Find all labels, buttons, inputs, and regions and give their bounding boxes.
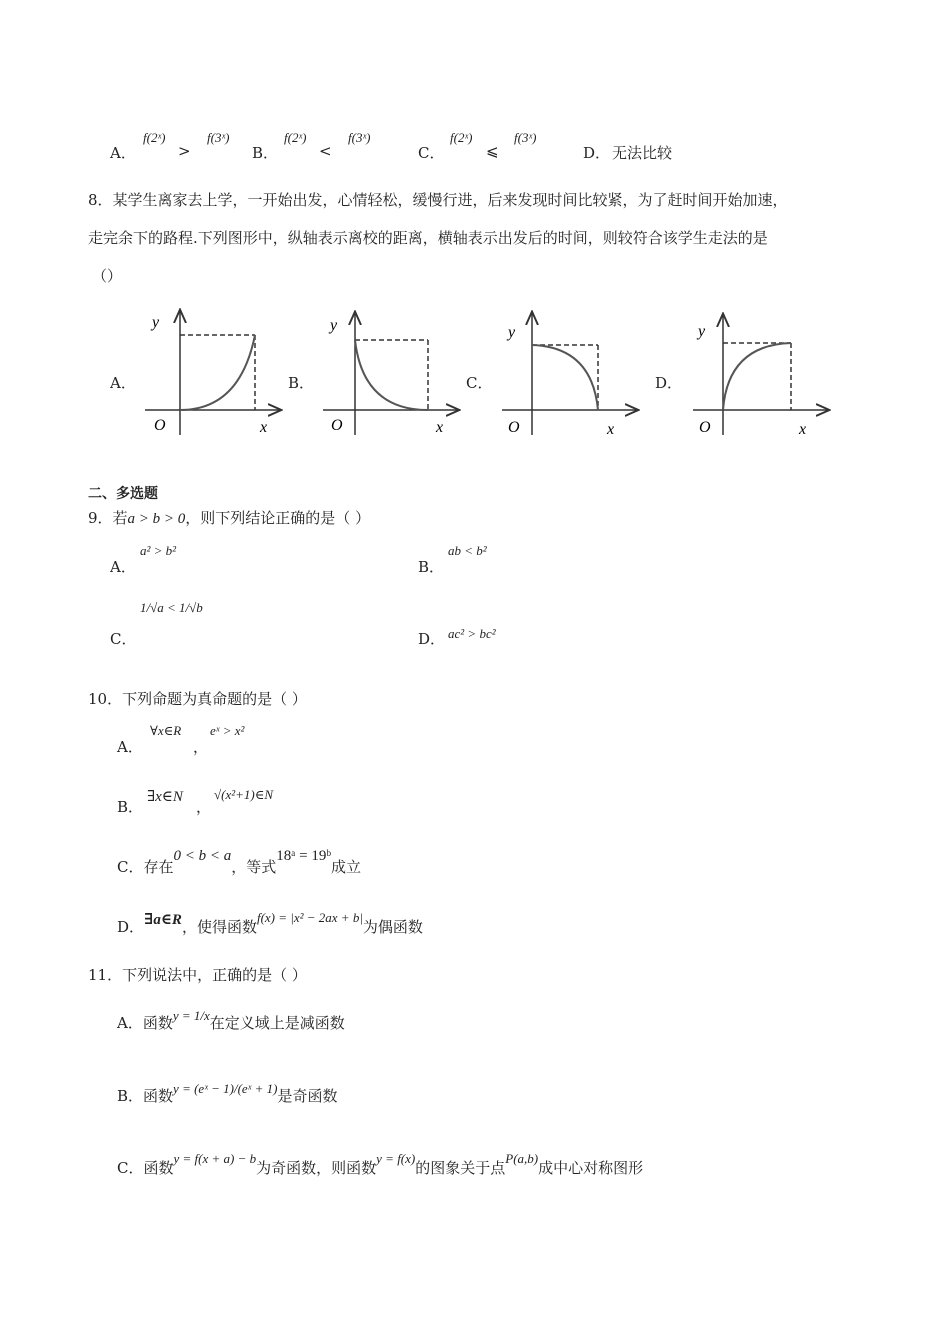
q9-option-c-math: 1/√a < 1/√b — [140, 600, 203, 615]
y-axis-label: y — [698, 323, 706, 340]
q8-graph-d — [688, 305, 838, 440]
q7-option-c-rel: ⩽ — [486, 142, 499, 160]
y-axis-label: y — [508, 324, 516, 341]
q10-option-b-sep: ， — [196, 798, 212, 816]
q7-option-b-label: B． — [252, 144, 279, 162]
q10-option-b-math2: √(x²+1)∈N — [214, 787, 274, 802]
origin-label: O — [154, 417, 166, 434]
x-axis-label: x — [436, 419, 444, 436]
q8-stem-line3: （） — [92, 267, 123, 285]
q11-option-c-text1: 函数 — [143, 1159, 174, 1177]
q10-option-d — [117, 910, 423, 937]
q11-option-c-math3: P(a,b) — [505, 1151, 539, 1166]
q8-graph-a-label: A． — [110, 374, 136, 392]
q7-option-d-text: 无法比较 — [612, 144, 673, 162]
q9-stem-suffix: ，则下列结论正确的是（ ） — [185, 509, 371, 527]
q10-option-c-math1: 0 < b < a — [173, 848, 232, 864]
q10-option-d-label: D． — [117, 918, 145, 936]
q9-option-a-math: a² > b² — [140, 543, 177, 558]
q11-option-c-text4: 成中心对称图形 — [538, 1159, 644, 1177]
q10-option-c-text1: 存在 — [143, 858, 174, 876]
q8-graph-c-label: C． — [466, 374, 493, 392]
origin-label: O — [699, 419, 711, 436]
q7-option-b-right: f(3ˣ) — [348, 130, 371, 145]
q10-option-d-math1: ∃a∈R — [144, 912, 182, 928]
q8-graph-c — [497, 305, 647, 440]
x-axis-label: x — [607, 421, 615, 438]
curve — [180, 335, 255, 410]
q11-option-b-text2: 是奇函数 — [277, 1087, 338, 1105]
q11-stem: 11．下列说法中，正确的是（ ） — [88, 966, 307, 984]
q7-option-b-left: f(2ˣ) — [284, 130, 307, 145]
q10-option-c-label: C． — [117, 858, 144, 876]
q11-option-c-text3: 的图象关于点 — [415, 1159, 506, 1177]
q9-option-d-label: D． — [418, 630, 446, 648]
q11-option-a-text2: 在定义域上是减函数 — [209, 1014, 345, 1032]
q9-option-d-math: ac² > bc² — [448, 626, 496, 641]
q11-option-b-label: B． — [117, 1087, 144, 1105]
q9-option-c-label: C． — [110, 630, 137, 648]
q10-option-d-text1: ，使得函数 — [181, 918, 257, 936]
q11-option-c-text2: 为奇函数，则函数 — [256, 1159, 377, 1177]
y-axis-label: y — [152, 314, 160, 331]
q8-graph-b — [318, 305, 468, 440]
origin-label: O — [508, 419, 520, 436]
q9-stem-math: a > b > 0 — [127, 511, 186, 527]
q8-graph-d-label: D． — [655, 374, 683, 392]
q11-option-a — [117, 1008, 345, 1033]
section-title: 二、多选题 — [88, 486, 158, 502]
q11-option-c — [117, 1151, 644, 1178]
q7-option-b-rel: < — [319, 142, 332, 160]
q7-option-d-label: D． — [583, 144, 611, 162]
q7-option-a-label: A． — [110, 144, 136, 162]
q10-option-b-label: B． — [117, 798, 144, 816]
q8-stem-line1: 8．某学生离家去上学，一开始出发，心情轻松，缓慢行进，后来发现时间比较紧，为了赶时间开始加速， — [88, 191, 788, 209]
q10-option-b-math1: ∃x∈N — [147, 789, 183, 805]
q7-option-a-left: f(2ˣ) — [143, 130, 166, 145]
q10-option-d-text2: 为偶函数 — [362, 918, 423, 936]
q10-option-c-math2: 18ᵃ = 19ᵇ — [276, 848, 331, 864]
q11-option-a-math: y = 1/x — [172, 1008, 210, 1023]
y-axis-label: y — [330, 317, 338, 334]
curve — [532, 345, 598, 410]
q7-option-c-left: f(2ˣ) — [450, 130, 473, 145]
q7-option-c-label: C． — [418, 144, 445, 162]
x-axis-label: x — [260, 419, 268, 436]
q7-option-a-right: f(3ˣ) — [207, 130, 230, 145]
q10-option-a-sep: ， — [193, 738, 209, 756]
curve — [355, 340, 428, 410]
curve — [723, 343, 791, 410]
q11-option-b-math: y = (eˣ − 1)/(eˣ + 1) — [173, 1081, 278, 1096]
q10-option-a-label: A． — [117, 738, 143, 756]
q8-graph-b-label: B． — [288, 374, 315, 392]
q11-option-c-label: C． — [117, 1159, 144, 1177]
q10-option-d-math2: f(x) = |x² − 2ax + b| — [256, 910, 363, 925]
q11-option-b-text1: 函数 — [143, 1087, 174, 1105]
q9-option-b-label: B． — [418, 558, 445, 576]
q7-option-c-right: f(3ˣ) — [514, 130, 537, 145]
q7-option-a-rel: > — [178, 142, 191, 160]
q10-option-c-text2: ，等式 — [231, 858, 277, 876]
q11-option-c-math2: y = f(x) — [376, 1151, 416, 1166]
q10-option-a-math2: eˣ > x² — [210, 723, 245, 738]
q8-graph-a — [140, 305, 290, 440]
q11-option-a-label: A． — [117, 1014, 143, 1032]
q9-option-a-label: A． — [110, 558, 136, 576]
x-axis-label: x — [799, 421, 807, 438]
q11-option-c-math1: y = f(x + a) − b — [173, 1151, 257, 1166]
q10-option-a-math1: ∀x∈R — [150, 723, 182, 738]
q9-option-b-math: ab < b² — [448, 543, 487, 558]
q8-stem-line2: 走完余下的路程.下列图形中，纵轴表示离校的距离，横轴表示出发后的时间，则较符合该学生走法的是 — [88, 229, 768, 247]
q9-stem — [88, 507, 370, 528]
q11-option-a-text1: 函数 — [142, 1014, 173, 1032]
q9-stem-prefix: 9．若 — [88, 509, 128, 527]
q10-option-c-text3: 成立 — [330, 858, 361, 876]
origin-label: O — [331, 417, 343, 434]
q10-stem: 10．下列命题为真命题的是（ ） — [88, 690, 307, 708]
q10-option-c — [117, 848, 361, 877]
q11-option-b — [117, 1081, 338, 1106]
